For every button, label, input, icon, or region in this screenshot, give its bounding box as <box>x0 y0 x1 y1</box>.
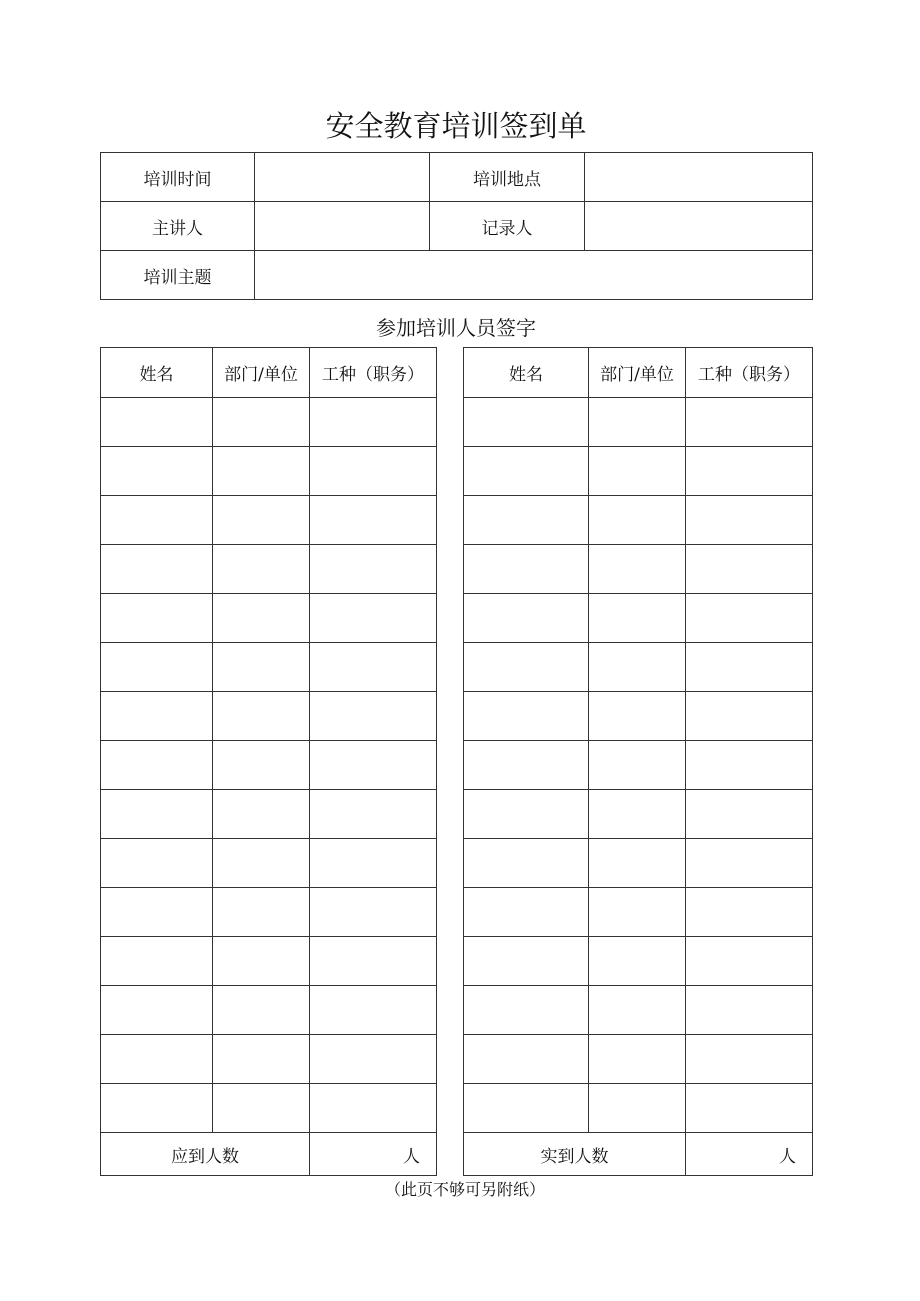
info-row-time-location <box>101 153 813 202</box>
table-row <box>101 692 437 741</box>
speaker-label: 主讲人 <box>101 202 255 251</box>
footer-row <box>101 1133 437 1176</box>
name-cell[interactable] <box>101 888 213 937</box>
sign-rows-right <box>464 398 813 1133</box>
job-cell[interactable] <box>686 986 813 1035</box>
name-cell[interactable] <box>464 447 589 496</box>
department-cell[interactable] <box>589 888 686 937</box>
name-cell[interactable] <box>101 1084 213 1133</box>
department-cell[interactable] <box>589 937 686 986</box>
department-cell[interactable] <box>213 496 310 545</box>
job-cell[interactable] <box>686 1035 813 1084</box>
name-cell[interactable] <box>101 986 213 1035</box>
table-row <box>101 790 437 839</box>
department-cell[interactable] <box>589 1035 686 1084</box>
speaker-field[interactable] <box>255 202 430 251</box>
department-cell[interactable] <box>589 692 686 741</box>
name-cell[interactable] <box>464 545 589 594</box>
table-row <box>101 937 437 986</box>
table-row <box>464 594 813 643</box>
department-cell[interactable] <box>213 643 310 692</box>
job-cell[interactable] <box>686 839 813 888</box>
department-cell[interactable] <box>213 594 310 643</box>
name-cell[interactable] <box>464 839 589 888</box>
table-row <box>464 643 813 692</box>
name-cell[interactable] <box>464 1035 589 1084</box>
name-cell[interactable] <box>101 692 213 741</box>
job-cell[interactable] <box>686 937 813 986</box>
topic-label: 培训主题 <box>101 251 255 300</box>
topic-field[interactable] <box>255 251 813 300</box>
job-cell[interactable] <box>686 447 813 496</box>
department-cell[interactable] <box>589 839 686 888</box>
table-row <box>101 594 437 643</box>
name-cell[interactable] <box>101 790 213 839</box>
recorder-label: 记录人 <box>430 202 585 251</box>
job-cell[interactable] <box>686 790 813 839</box>
job-cell[interactable] <box>686 398 813 447</box>
department-cell[interactable] <box>589 496 686 545</box>
department-cell[interactable] <box>213 741 310 790</box>
header-row <box>464 348 813 398</box>
department-header: 部门/单位 <box>213 348 310 398</box>
department-cell[interactable] <box>589 398 686 447</box>
department-cell[interactable] <box>213 839 310 888</box>
job-cell[interactable] <box>686 643 813 692</box>
table-row <box>101 398 437 447</box>
table-row <box>464 1035 813 1084</box>
training-time-field[interactable] <box>255 153 430 202</box>
job-cell[interactable] <box>310 839 437 888</box>
name-cell[interactable] <box>464 937 589 986</box>
department-cell[interactable] <box>589 594 686 643</box>
footnote: （此页不够可另附纸） <box>384 1180 545 1199</box>
job-cell[interactable] <box>686 692 813 741</box>
department-cell[interactable] <box>213 1084 310 1133</box>
department-cell[interactable] <box>213 692 310 741</box>
table-row <box>464 986 813 1035</box>
name-header: 姓名 <box>101 348 213 398</box>
expected-count-field[interactable]: 人 <box>310 1133 437 1176</box>
table-row <box>464 888 813 937</box>
page-title: 安全教育培训签到单 <box>325 109 587 143</box>
job-cell[interactable] <box>686 594 813 643</box>
sign-in-table-left <box>100 347 437 1176</box>
department-cell[interactable] <box>589 545 686 594</box>
job-cell[interactable] <box>310 986 437 1035</box>
job-cell[interactable] <box>310 790 437 839</box>
name-header: 姓名 <box>464 348 589 398</box>
name-cell[interactable] <box>101 937 213 986</box>
name-cell[interactable] <box>101 496 213 545</box>
department-cell[interactable] <box>589 447 686 496</box>
name-cell[interactable] <box>464 888 589 937</box>
table-row <box>101 1035 437 1084</box>
name-cell[interactable] <box>101 594 213 643</box>
job-cell[interactable] <box>310 692 437 741</box>
department-cell[interactable] <box>213 937 310 986</box>
job-cell[interactable] <box>310 398 437 447</box>
department-cell[interactable] <box>589 643 686 692</box>
job-cell[interactable] <box>310 594 437 643</box>
table-row <box>101 545 437 594</box>
job-cell[interactable] <box>310 937 437 986</box>
name-cell[interactable] <box>464 496 589 545</box>
actual-count-field[interactable]: 人 <box>686 1133 813 1176</box>
table-row <box>101 643 437 692</box>
table-row <box>101 839 437 888</box>
table-row <box>464 545 813 594</box>
training-time-label: 培训时间 <box>101 153 255 202</box>
department-cell[interactable] <box>589 741 686 790</box>
info-row-speaker-recorder <box>101 202 813 251</box>
training-info-table <box>100 152 813 300</box>
table-row <box>464 496 813 545</box>
department-cell[interactable] <box>213 888 310 937</box>
name-cell[interactable] <box>464 741 589 790</box>
name-cell[interactable] <box>101 1035 213 1084</box>
name-cell[interactable] <box>464 1084 589 1133</box>
job-cell[interactable] <box>310 1035 437 1084</box>
job-header: 工种（职务） <box>686 348 813 398</box>
job-cell[interactable] <box>686 496 813 545</box>
name-cell[interactable] <box>464 398 589 447</box>
table-row <box>464 937 813 986</box>
job-header: 工种（职务） <box>310 348 437 398</box>
table-row <box>101 741 437 790</box>
department-cell[interactable] <box>213 398 310 447</box>
department-cell[interactable] <box>589 1084 686 1133</box>
department-cell[interactable] <box>213 790 310 839</box>
job-cell[interactable] <box>310 1084 437 1133</box>
name-cell[interactable] <box>101 741 213 790</box>
job-cell[interactable] <box>310 545 437 594</box>
table-row <box>101 986 437 1035</box>
job-cell[interactable] <box>686 1084 813 1133</box>
table-row <box>464 741 813 790</box>
department-cell[interactable] <box>589 790 686 839</box>
name-cell[interactable] <box>101 398 213 447</box>
table-row <box>464 1084 813 1133</box>
name-cell[interactable] <box>101 447 213 496</box>
training-location-label: 培训地点 <box>430 153 585 202</box>
department-cell[interactable] <box>589 986 686 1035</box>
footer-row <box>464 1133 813 1176</box>
job-cell[interactable] <box>686 545 813 594</box>
name-cell[interactable] <box>464 790 589 839</box>
training-location-field[interactable] <box>585 153 813 202</box>
job-cell[interactable] <box>686 741 813 790</box>
table-row <box>464 839 813 888</box>
job-cell[interactable] <box>310 888 437 937</box>
sign-in-table-right <box>463 347 813 1176</box>
table-row <box>464 692 813 741</box>
department-cell[interactable] <box>213 545 310 594</box>
department-cell[interactable] <box>213 447 310 496</box>
name-cell[interactable] <box>464 692 589 741</box>
name-cell[interactable] <box>464 594 589 643</box>
department-cell[interactable] <box>213 1035 310 1084</box>
name-cell[interactable] <box>101 545 213 594</box>
table-row <box>101 888 437 937</box>
table-row <box>101 447 437 496</box>
department-cell[interactable] <box>213 986 310 1035</box>
info-row-topic <box>101 251 813 300</box>
table-row <box>464 790 813 839</box>
job-cell[interactable] <box>310 496 437 545</box>
expected-count-label: 应到人数 <box>101 1133 310 1176</box>
table-row <box>464 398 813 447</box>
header-row <box>101 348 437 398</box>
table-row <box>464 447 813 496</box>
job-cell[interactable] <box>310 741 437 790</box>
job-cell[interactable] <box>686 888 813 937</box>
name-cell[interactable] <box>101 643 213 692</box>
sign-rows-left <box>101 398 437 1133</box>
section-title: 参加培训人员签字 <box>376 316 536 340</box>
table-row <box>101 1084 437 1133</box>
table-row <box>101 496 437 545</box>
name-cell[interactable] <box>464 643 589 692</box>
name-cell[interactable] <box>101 839 213 888</box>
recorder-field[interactable] <box>585 202 813 251</box>
department-header: 部门/单位 <box>589 348 686 398</box>
actual-count-label: 实到人数 <box>464 1133 686 1176</box>
job-cell[interactable] <box>310 447 437 496</box>
name-cell[interactable] <box>464 986 589 1035</box>
job-cell[interactable] <box>310 643 437 692</box>
